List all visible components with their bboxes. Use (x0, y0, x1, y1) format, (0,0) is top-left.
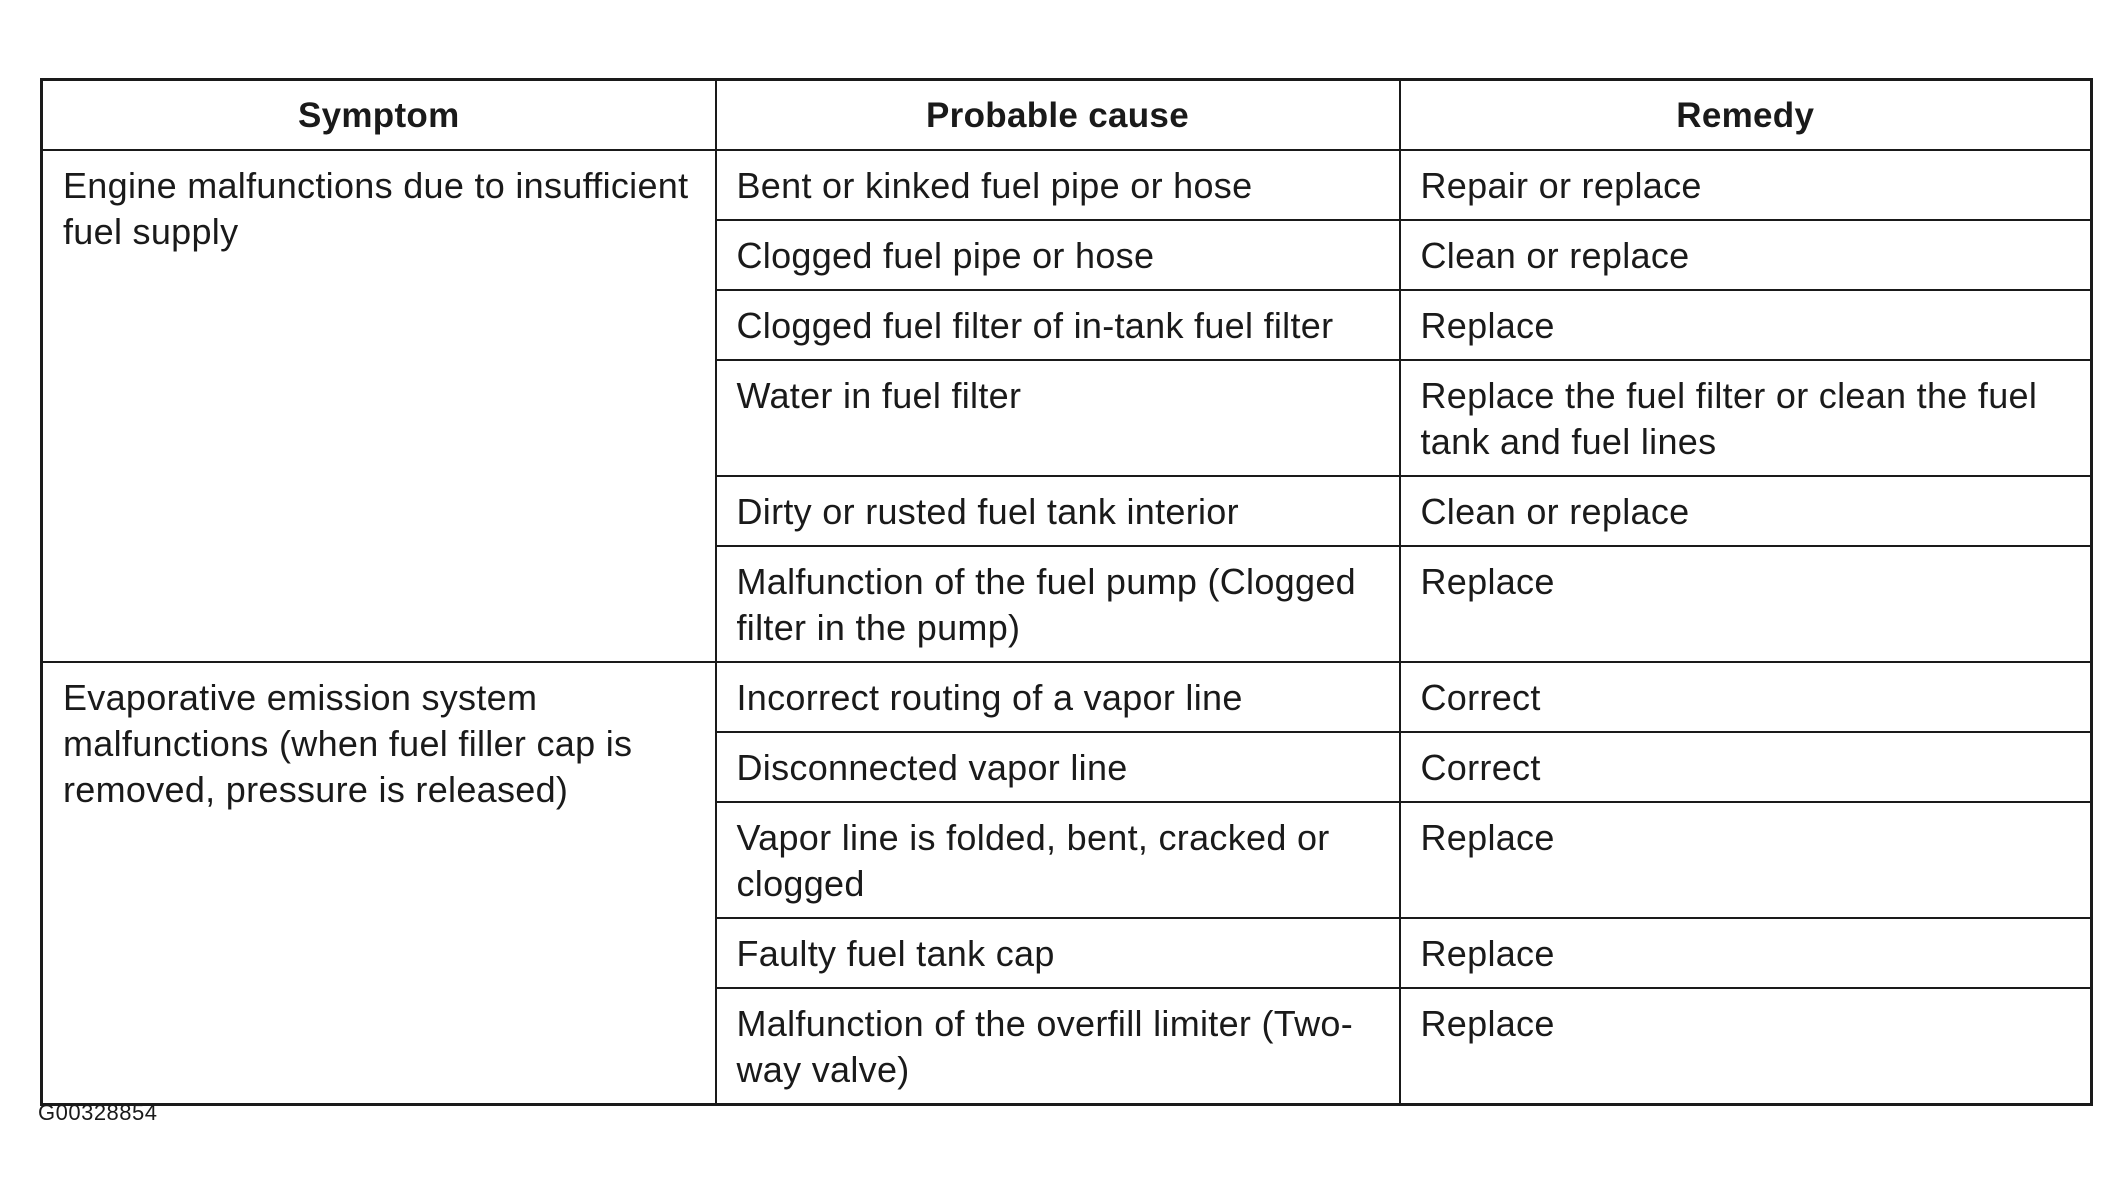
header-remedy: Remedy (1400, 80, 2092, 151)
cause-cell: Clogged fuel filter of in-tank fuel filter (716, 290, 1400, 360)
remedy-cell: Correct (1400, 662, 2092, 732)
cause-cell: Malfunction of the fuel pump (Clogged filter in the pump) (716, 546, 1400, 662)
remedy-cell: Clean or replace (1400, 476, 2092, 546)
remedy-cell: Replace the fuel filter or clean the fuel tank and fuel lines (1400, 360, 2092, 476)
remedy-cell: Repair or replace (1400, 150, 2092, 220)
remedy-cell: Replace (1400, 802, 2092, 918)
table-row (42, 150, 2092, 220)
header-probable-cause: Probable cause (716, 80, 1400, 151)
cause-cell: Dirty or rusted fuel tank interior (716, 476, 1400, 546)
remedy-cell: Replace (1400, 546, 2092, 662)
cause-cell: Incorrect routing of a vapor line (716, 662, 1400, 732)
cause-cell: Water in fuel filter (716, 360, 1400, 476)
cause-cell: Malfunction of the overfill limiter (Two-way valve) (716, 988, 1400, 1105)
header-symptom: Symptom (42, 80, 716, 151)
cause-cell: Clogged fuel pipe or hose (716, 220, 1400, 290)
table-header-row (42, 80, 2092, 151)
cause-cell: Disconnected vapor line (716, 732, 1400, 802)
remedy-cell: Replace (1400, 918, 2092, 988)
symptom-cell: Engine malfunctions due to insufficient fuel supply (42, 150, 716, 662)
table-row (42, 662, 2092, 732)
troubleshooting-table (40, 78, 2093, 1106)
remedy-cell: Correct (1400, 732, 2092, 802)
remedy-cell: Replace (1400, 988, 2092, 1105)
cause-cell: Faulty fuel tank cap (716, 918, 1400, 988)
remedy-cell: Clean or replace (1400, 220, 2092, 290)
cause-cell: Bent or kinked fuel pipe or hose (716, 150, 1400, 220)
cause-cell: Vapor line is folded, bent, cracked or clogged (716, 802, 1400, 918)
figure-code: G00328854 (38, 1100, 158, 1125)
symptom-cell: Evaporative emission system malfunctions (when fuel filler cap is removed, pressure is released) (42, 662, 716, 1105)
remedy-cell: Replace (1400, 290, 2092, 360)
